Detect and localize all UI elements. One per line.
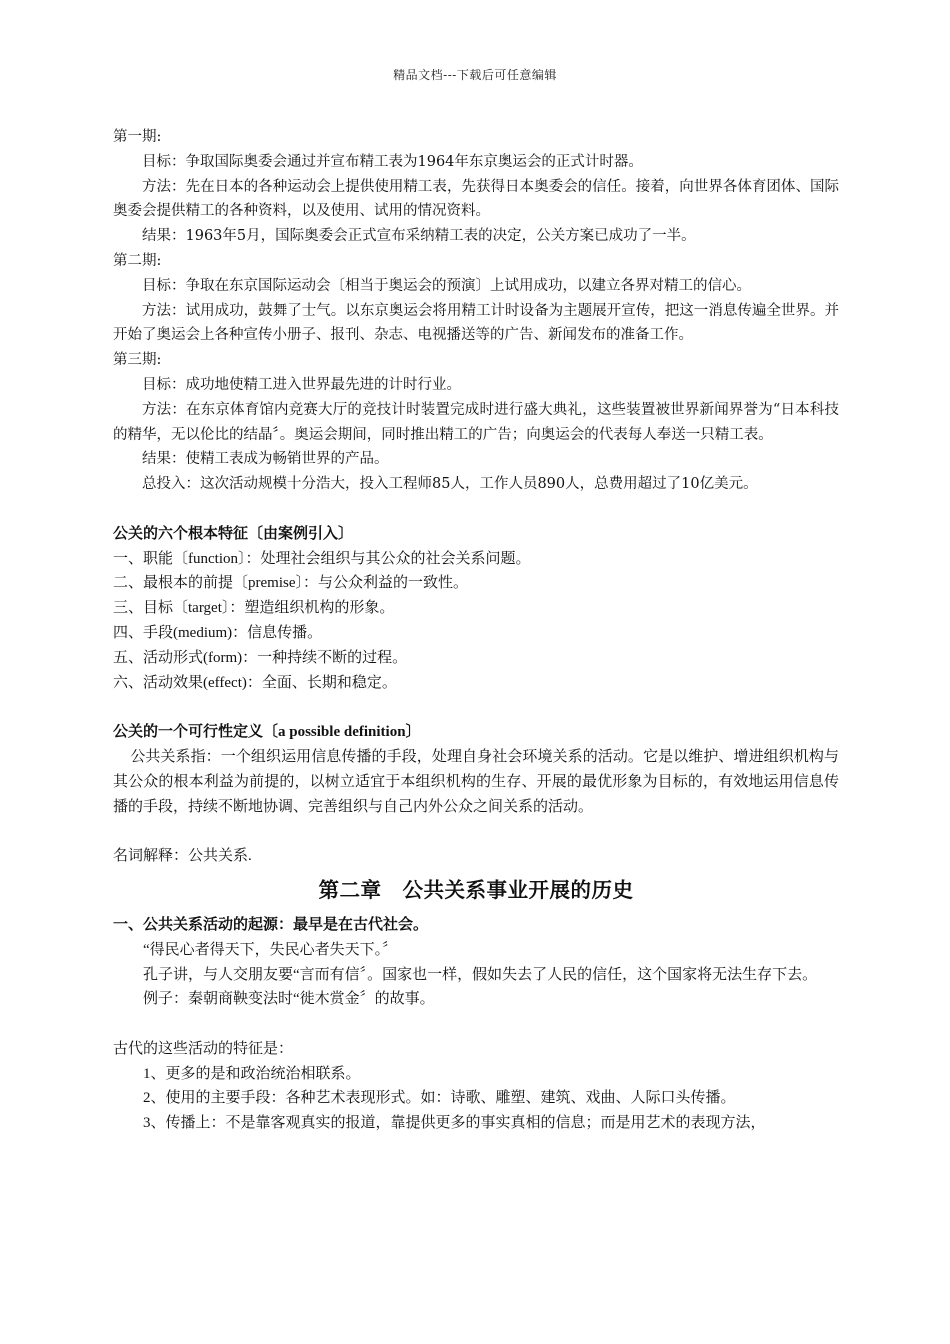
term-explanation: 名词解释：公共关系. [113,848,252,865]
example-paragraph: 例子：秦朝商鞅变法时“徙木赏金〞的故事。 [143,991,435,1008]
phase1-result: 结果：1963年5月，国际奥委会正式宣布采纳精工表的决定，公关方案已成功了一半。 [142,228,696,245]
feature-item: 四、手段(medium)：信息传播。 [113,624,323,641]
phase3-result: 结果：使精工表成为畅销世界的产品。 [142,451,389,468]
phase2-title: 第二期: [113,252,162,269]
phase3-method: 方法：在东京体育馆内竞赛大厅的竞技计时装置完成时进行盛大典礼，这些装置被世界新闻界誉为“日本科技的精华，无以伦比的结晶〞。奥运会期间，同时推出精工的广告；向奥运会的代表每人奉送一只精工表。 [113,401,839,443]
definition-body: 公共关系指：一个组织运用信息传播的手段，处理自身社会环境关系的活动。它是以维护、增进组织机构与其公众的根本利益为前提的，以树立适宜于本组织机构的生存、开展的最优形象为目标的，有效地运用信息传播的手段，持续不断地协调、完善组织与自己内外公众之间关系的活动。 [113,748,839,815]
phase3-investment: 总投入：这次活动规模十分浩大，投入工程师85人，工作人员890人，总费用超过了10亿美元。 [142,476,758,493]
quote: “得民心者得天下，失民心者失天下。〞 [143,941,398,958]
phase1-title: 第一期: [113,129,162,145]
feature-item: 二、最根本的前提〔premise〕：与公众利益的一致性。 [113,575,468,592]
phase1-goal: 目标：争取国际奥委会通过并宣布精工表为1964年东京奥运会的正式计时器。 [142,153,643,170]
phase2-goal: 目标：争取在东京国际运动会〔相当于奥运会的预演〕上试用成功，以建立各界对精工的信心。 [142,277,751,294]
feature-item: 一、职能〔function〕：处理社会组织与其公众的社会关系问题。 [113,550,531,567]
page-header: 精品文档---下载后可任意编辑 [393,68,557,82]
spacer [113,497,839,522]
feature-item: 三、目标〔target〕：塑造组织机构的形象。 [113,600,395,617]
phase2-method: 方法：试用成功，鼓舞了士气。以东京奥运会将用精工计时设备为主题展开宣传，把这一消息传遍全世界。并开始了奥运会上各种宣传小册子、报刊、杂志、电视播送等的广告、新闻发布的准备工作。 [113,302,839,344]
spacer [113,819,839,844]
ancient-item: 2、使用的主要手段：各种艺术表现形式。如：诗歌、雕塑、建筑、戏曲、人际口头传播。 [143,1090,736,1107]
features-section [113,522,839,1136]
feature-item: 五、活动形式(form)：一种持续不断的过程。 [113,649,408,666]
phase1-method: 方法：先在日本的各种运动会上提供使用精工表，先获得日本奥委会的信任。接着，向世界各体育团体、国际奥委会提供精工的各种资料，以及使用、试用的情况资料。 [113,178,839,220]
feature-item: 六、活动效果(effect)：全面、长期和稳定。 [113,674,397,691]
definition-heading: 公关的一个可行性定义〔a possible definition〕 [113,724,421,741]
features-heading: 公关的六个根本特征〔由案例引入〕 [113,525,354,542]
origin-heading: 一、公共关系活动的起源：最早是在古代社会。 [113,916,429,933]
document-body [113,125,839,1136]
chapter-title: 第二章 公共关系事业开展的历史 [318,877,634,902]
ancient-item: 3、传播上：不是靠客观真实的报道，靠提供更多的事实真相的信息；而是用艺术的表现方法， [143,1115,766,1132]
phase3-goal: 目标：成功地使精工进入世界最先进的计时行业。 [142,376,461,393]
confucius-paragraph: 孔子讲，与人交朋友要“言而有信〞。国家也一样，假如失去了人民的信任，这个国家将无法生存下去。 [143,966,818,983]
spacer [113,1012,839,1037]
ancient-heading: 古代的这些活动的特征是： [113,1040,294,1057]
spacer [113,695,839,720]
ancient-item: 1、更多的是和政治统治相联系。 [143,1065,361,1082]
phase3-title: 第三期: [113,352,162,369]
